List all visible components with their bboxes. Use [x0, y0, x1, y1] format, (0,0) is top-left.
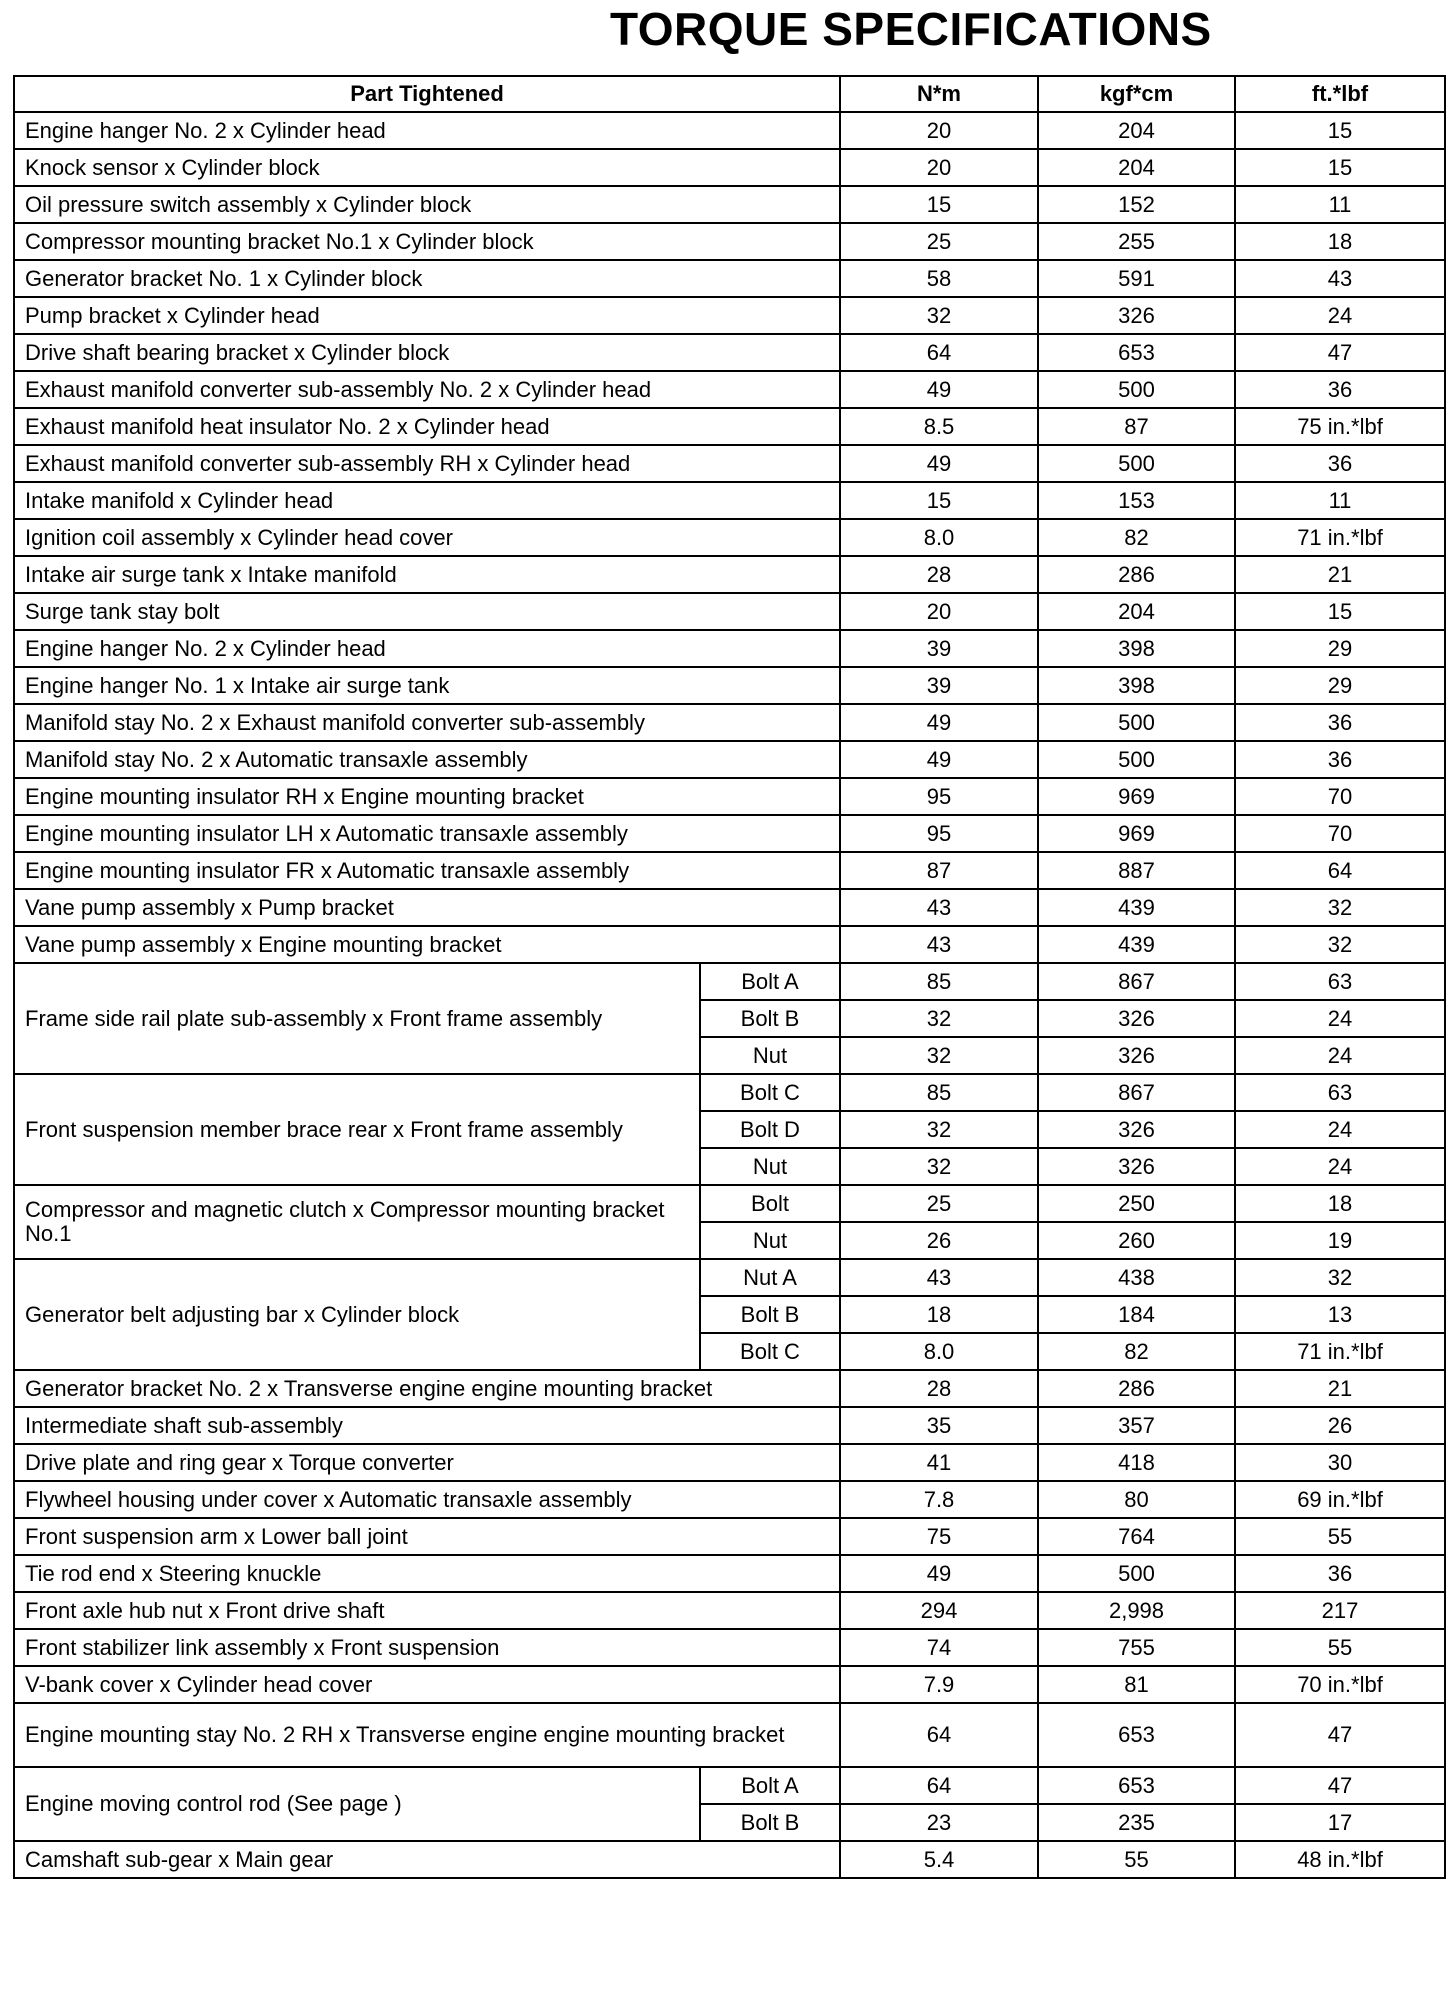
ft-lbf-cell: 17	[1235, 1804, 1445, 1841]
part-tightened-cell: Knock sensor x Cylinder block	[14, 149, 840, 186]
fastener-cell: Nut	[700, 1148, 840, 1185]
header-kgf-cm: kgf*cm	[1038, 76, 1235, 112]
ft-lbf-cell: 18	[1235, 223, 1445, 260]
nm-cell: 20	[840, 112, 1038, 149]
part-tightened-cell: Generator belt adjusting bar x Cylinder block	[14, 1259, 700, 1370]
table-row	[14, 704, 1445, 741]
kgf-cm-cell: 326	[1038, 1111, 1235, 1148]
ft-lbf-cell: 32	[1235, 889, 1445, 926]
nm-cell: 32	[840, 1037, 1038, 1074]
nm-cell: 15	[840, 482, 1038, 519]
kgf-cm-cell: 80	[1038, 1481, 1235, 1518]
nm-cell: 43	[840, 889, 1038, 926]
kgf-cm-cell: 500	[1038, 1555, 1235, 1592]
part-tightened-cell: Front suspension member brace rear x Front frame assembly	[14, 1074, 700, 1185]
table-row	[14, 1444, 1445, 1481]
table-row	[14, 1518, 1445, 1555]
table-row	[14, 630, 1445, 667]
kgf-cm-cell: 286	[1038, 556, 1235, 593]
ft-lbf-cell: 71 in.*lbf	[1235, 519, 1445, 556]
part-tightened-cell: Engine hanger No. 2 x Cylinder head	[14, 630, 840, 667]
table-row	[14, 741, 1445, 778]
fastener-cell: Nut A	[700, 1259, 840, 1296]
part-tightened-cell: Engine mounting insulator RH x Engine mounting bracket	[14, 778, 840, 815]
part-tightened-cell: Generator bracket No. 1 x Cylinder block	[14, 260, 840, 297]
nm-cell: 8.5	[840, 408, 1038, 445]
kgf-cm-cell: 250	[1038, 1185, 1235, 1222]
nm-cell: 74	[840, 1629, 1038, 1666]
nm-cell: 8.0	[840, 1333, 1038, 1370]
table-row	[14, 482, 1445, 519]
header-part-tightened: Part Tightened	[14, 76, 840, 112]
kgf-cm-cell: 260	[1038, 1222, 1235, 1259]
nm-cell: 7.9	[840, 1666, 1038, 1703]
part-tightened-cell: Pump bracket x Cylinder head	[14, 297, 840, 334]
ft-lbf-cell: 15	[1235, 112, 1445, 149]
part-tightened-cell: Compressor mounting bracket No.1 x Cylinder block	[14, 223, 840, 260]
part-tightened-cell: Engine hanger No. 2 x Cylinder head	[14, 112, 840, 149]
table-row	[14, 519, 1445, 556]
part-tightened-cell: Front stabilizer link assembly x Front suspension	[14, 1629, 840, 1666]
header-nm: N*m	[840, 76, 1038, 112]
fastener-cell: Bolt C	[700, 1074, 840, 1111]
kgf-cm-cell: 286	[1038, 1370, 1235, 1407]
table-row	[14, 297, 1445, 334]
nm-cell: 49	[840, 1555, 1038, 1592]
ft-lbf-cell: 19	[1235, 1222, 1445, 1259]
nm-cell: 49	[840, 741, 1038, 778]
kgf-cm-cell: 653	[1038, 334, 1235, 371]
ft-lbf-cell: 47	[1235, 1767, 1445, 1804]
kgf-cm-cell: 55	[1038, 1841, 1235, 1878]
table-row	[14, 593, 1445, 630]
table-row	[14, 852, 1445, 889]
fastener-cell: Bolt B	[700, 1296, 840, 1333]
kgf-cm-cell: 969	[1038, 778, 1235, 815]
nm-cell: 15	[840, 186, 1038, 223]
ft-lbf-cell: 55	[1235, 1629, 1445, 1666]
part-tightened-cell: Flywheel housing under cover x Automatic transaxle assembly	[14, 1481, 840, 1518]
part-tightened-cell: Engine hanger No. 1 x Intake air surge tank	[14, 667, 840, 704]
ft-lbf-cell: 47	[1235, 1703, 1445, 1767]
kgf-cm-cell: 326	[1038, 297, 1235, 334]
part-tightened-cell: Generator bracket No. 2 x Transverse engine engine mounting bracket	[14, 1370, 840, 1407]
part-tightened-cell: Compressor and magnetic clutch x Compressor mounting bracket No.1	[14, 1185, 700, 1259]
ft-lbf-cell: 69 in.*lbf	[1235, 1481, 1445, 1518]
part-tightened-cell: Exhaust manifold converter sub-assembly RH x Cylinder head	[14, 445, 840, 482]
part-tightened-cell: Exhaust manifold converter sub-assembly No. 2 x Cylinder head	[14, 371, 840, 408]
ft-lbf-cell: 70	[1235, 778, 1445, 815]
kgf-cm-cell: 438	[1038, 1259, 1235, 1296]
kgf-cm-cell: 326	[1038, 1037, 1235, 1074]
ft-lbf-cell: 71 in.*lbf	[1235, 1333, 1445, 1370]
nm-cell: 8.0	[840, 519, 1038, 556]
nm-cell: 32	[840, 1148, 1038, 1185]
part-tightened-cell: Drive shaft bearing bracket x Cylinder block	[14, 334, 840, 371]
nm-cell: 39	[840, 667, 1038, 704]
fastener-cell: Bolt D	[700, 1111, 840, 1148]
table-row	[14, 408, 1445, 445]
nm-cell: 28	[840, 1370, 1038, 1407]
part-tightened-cell: Frame side rail plate sub-assembly x Front frame assembly	[14, 963, 700, 1074]
part-tightened-cell: Engine moving control rod (See page )	[14, 1767, 700, 1841]
table-row	[14, 1767, 1445, 1804]
nm-cell: 20	[840, 149, 1038, 186]
part-tightened-cell: Oil pressure switch assembly x Cylinder block	[14, 186, 840, 223]
ft-lbf-cell: 29	[1235, 667, 1445, 704]
kgf-cm-cell: 398	[1038, 667, 1235, 704]
kgf-cm-cell: 867	[1038, 963, 1235, 1000]
kgf-cm-cell: 969	[1038, 815, 1235, 852]
part-tightened-cell: Drive plate and ring gear x Torque converter	[14, 1444, 840, 1481]
ft-lbf-cell: 21	[1235, 1370, 1445, 1407]
ft-lbf-cell: 217	[1235, 1592, 1445, 1629]
kgf-cm-cell: 204	[1038, 593, 1235, 630]
part-tightened-cell: Engine mounting stay No. 2 RH x Transverse engine engine mounting bracket	[14, 1703, 840, 1767]
table-row	[14, 1841, 1445, 1878]
nm-cell: 18	[840, 1296, 1038, 1333]
fastener-cell: Bolt C	[700, 1333, 840, 1370]
table-row	[14, 1259, 1445, 1296]
ft-lbf-cell: 36	[1235, 741, 1445, 778]
nm-cell: 26	[840, 1222, 1038, 1259]
ft-lbf-cell: 64	[1235, 852, 1445, 889]
kgf-cm-cell: 326	[1038, 1148, 1235, 1185]
table-row	[14, 815, 1445, 852]
ft-lbf-cell: 26	[1235, 1407, 1445, 1444]
kgf-cm-cell: 82	[1038, 519, 1235, 556]
kgf-cm-cell: 500	[1038, 371, 1235, 408]
part-tightened-cell: Intermediate shaft sub-assembly	[14, 1407, 840, 1444]
nm-cell: 294	[840, 1592, 1038, 1629]
fastener-cell: Bolt B	[700, 1804, 840, 1841]
table-row	[14, 1074, 1445, 1111]
kgf-cm-cell: 235	[1038, 1804, 1235, 1841]
table-row	[14, 963, 1445, 1000]
part-tightened-cell: Camshaft sub-gear x Main gear	[14, 1841, 840, 1878]
header-ft-lbf: ft.*lbf	[1235, 76, 1445, 112]
part-tightened-cell: Engine mounting insulator LH x Automatic transaxle assembly	[14, 815, 840, 852]
ft-lbf-cell: 30	[1235, 1444, 1445, 1481]
ft-lbf-cell: 21	[1235, 556, 1445, 593]
fastener-cell: Bolt A	[700, 1767, 840, 1804]
ft-lbf-cell: 70	[1235, 815, 1445, 852]
kgf-cm-cell: 591	[1038, 260, 1235, 297]
fastener-cell: Bolt B	[700, 1000, 840, 1037]
nm-cell: 32	[840, 1000, 1038, 1037]
table-row	[14, 926, 1445, 963]
ft-lbf-cell: 75 in.*lbf	[1235, 408, 1445, 445]
table-header-row	[14, 76, 1445, 112]
nm-cell: 64	[840, 1767, 1038, 1804]
ft-lbf-cell: 36	[1235, 371, 1445, 408]
kgf-cm-cell: 152	[1038, 186, 1235, 223]
kgf-cm-cell: 204	[1038, 149, 1235, 186]
nm-cell: 41	[840, 1444, 1038, 1481]
nm-cell: 85	[840, 963, 1038, 1000]
kgf-cm-cell: 184	[1038, 1296, 1235, 1333]
fastener-cell: Bolt A	[700, 963, 840, 1000]
table-row	[14, 371, 1445, 408]
kgf-cm-cell: 398	[1038, 630, 1235, 667]
kgf-cm-cell: 500	[1038, 704, 1235, 741]
kgf-cm-cell: 204	[1038, 112, 1235, 149]
table-row	[14, 556, 1445, 593]
kgf-cm-cell: 82	[1038, 1333, 1235, 1370]
table-row	[14, 223, 1445, 260]
ft-lbf-cell: 24	[1235, 1111, 1445, 1148]
nm-cell: 43	[840, 1259, 1038, 1296]
ft-lbf-cell: 18	[1235, 1185, 1445, 1222]
table-row	[14, 1481, 1445, 1518]
table-row	[14, 186, 1445, 223]
nm-cell: 23	[840, 1804, 1038, 1841]
kgf-cm-cell: 500	[1038, 445, 1235, 482]
table-row	[14, 1666, 1445, 1703]
part-tightened-cell: Surge tank stay bolt	[14, 593, 840, 630]
table-row	[14, 445, 1445, 482]
nm-cell: 32	[840, 297, 1038, 334]
kgf-cm-cell: 653	[1038, 1767, 1235, 1804]
kgf-cm-cell: 81	[1038, 1666, 1235, 1703]
fastener-cell: Nut	[700, 1222, 840, 1259]
part-tightened-cell: Front suspension arm x Lower ball joint	[14, 1518, 840, 1555]
part-tightened-cell: Intake manifold x Cylinder head	[14, 482, 840, 519]
ft-lbf-cell: 24	[1235, 297, 1445, 334]
table-row	[14, 1703, 1445, 1767]
ft-lbf-cell: 32	[1235, 926, 1445, 963]
kgf-cm-cell: 887	[1038, 852, 1235, 889]
part-tightened-cell: Front axle hub nut x Front drive shaft	[14, 1592, 840, 1629]
nm-cell: 95	[840, 815, 1038, 852]
nm-cell: 85	[840, 1074, 1038, 1111]
table-row	[14, 1629, 1445, 1666]
kgf-cm-cell: 500	[1038, 741, 1235, 778]
table-row	[14, 1592, 1445, 1629]
ft-lbf-cell: 11	[1235, 482, 1445, 519]
table-row	[14, 667, 1445, 704]
kgf-cm-cell: 153	[1038, 482, 1235, 519]
ft-lbf-cell: 43	[1235, 260, 1445, 297]
ft-lbf-cell: 36	[1235, 445, 1445, 482]
nm-cell: 25	[840, 223, 1038, 260]
nm-cell: 35	[840, 1407, 1038, 1444]
table-row	[14, 1370, 1445, 1407]
nm-cell: 58	[840, 260, 1038, 297]
part-tightened-cell: Engine mounting insulator FR x Automatic transaxle assembly	[14, 852, 840, 889]
ft-lbf-cell: 36	[1235, 704, 1445, 741]
ft-lbf-cell: 15	[1235, 149, 1445, 186]
ft-lbf-cell: 24	[1235, 1148, 1445, 1185]
ft-lbf-cell: 11	[1235, 186, 1445, 223]
torque-table	[13, 75, 1446, 1879]
fastener-cell: Bolt	[700, 1185, 840, 1222]
part-tightened-cell: V-bank cover x Cylinder head cover	[14, 1666, 840, 1703]
kgf-cm-cell: 87	[1038, 408, 1235, 445]
kgf-cm-cell: 255	[1038, 223, 1235, 260]
table-row	[14, 149, 1445, 186]
nm-cell: 5.4	[840, 1841, 1038, 1878]
ft-lbf-cell: 63	[1235, 1074, 1445, 1111]
kgf-cm-cell: 755	[1038, 1629, 1235, 1666]
table-row	[14, 1555, 1445, 1592]
kgf-cm-cell: 764	[1038, 1518, 1235, 1555]
part-tightened-cell: Vane pump assembly x Pump bracket	[14, 889, 840, 926]
nm-cell: 7.8	[840, 1481, 1038, 1518]
nm-cell: 95	[840, 778, 1038, 815]
kgf-cm-cell: 326	[1038, 1000, 1235, 1037]
nm-cell: 87	[840, 852, 1038, 889]
kgf-cm-cell: 2,998	[1038, 1592, 1235, 1629]
nm-cell: 20	[840, 593, 1038, 630]
ft-lbf-cell: 55	[1235, 1518, 1445, 1555]
kgf-cm-cell: 439	[1038, 889, 1235, 926]
part-tightened-cell: Ignition coil assembly x Cylinder head cover	[14, 519, 840, 556]
nm-cell: 43	[840, 926, 1038, 963]
nm-cell: 75	[840, 1518, 1038, 1555]
table-row	[14, 334, 1445, 371]
part-tightened-cell: Intake air surge tank x Intake manifold	[14, 556, 840, 593]
part-tightened-cell: Manifold stay No. 2 x Automatic transaxle assembly	[14, 741, 840, 778]
nm-cell: 32	[840, 1111, 1038, 1148]
nm-cell: 28	[840, 556, 1038, 593]
table-row	[14, 260, 1445, 297]
table-row	[14, 1185, 1445, 1222]
ft-lbf-cell: 47	[1235, 334, 1445, 371]
kgf-cm-cell: 418	[1038, 1444, 1235, 1481]
ft-lbf-cell: 70 in.*lbf	[1235, 1666, 1445, 1703]
table-row	[14, 1407, 1445, 1444]
ft-lbf-cell: 24	[1235, 1037, 1445, 1074]
kgf-cm-cell: 867	[1038, 1074, 1235, 1111]
nm-cell: 25	[840, 1185, 1038, 1222]
part-tightened-cell: Exhaust manifold heat insulator No. 2 x Cylinder head	[14, 408, 840, 445]
nm-cell: 49	[840, 445, 1038, 482]
nm-cell: 64	[840, 1703, 1038, 1767]
table-row	[14, 889, 1445, 926]
ft-lbf-cell: 36	[1235, 1555, 1445, 1592]
ft-lbf-cell: 32	[1235, 1259, 1445, 1296]
kgf-cm-cell: 439	[1038, 926, 1235, 963]
table-row	[14, 778, 1445, 815]
fastener-cell: Nut	[700, 1037, 840, 1074]
nm-cell: 49	[840, 371, 1038, 408]
ft-lbf-cell: 15	[1235, 593, 1445, 630]
table-row	[14, 112, 1445, 149]
nm-cell: 39	[840, 630, 1038, 667]
ft-lbf-cell: 29	[1235, 630, 1445, 667]
part-tightened-cell: Vane pump assembly x Engine mounting bracket	[14, 926, 840, 963]
ft-lbf-cell: 63	[1235, 963, 1445, 1000]
kgf-cm-cell: 653	[1038, 1703, 1235, 1767]
nm-cell: 64	[840, 334, 1038, 371]
nm-cell: 49	[840, 704, 1038, 741]
part-tightened-cell: Manifold stay No. 2 x Exhaust manifold converter sub-assembly	[14, 704, 840, 741]
ft-lbf-cell: 24	[1235, 1000, 1445, 1037]
ft-lbf-cell: 13	[1235, 1296, 1445, 1333]
page-title: TORQUE SPECIFICATIONS	[610, 3, 1212, 55]
kgf-cm-cell: 357	[1038, 1407, 1235, 1444]
part-tightened-cell: Tie rod end x Steering knuckle	[14, 1555, 840, 1592]
ft-lbf-cell: 48 in.*lbf	[1235, 1841, 1445, 1878]
